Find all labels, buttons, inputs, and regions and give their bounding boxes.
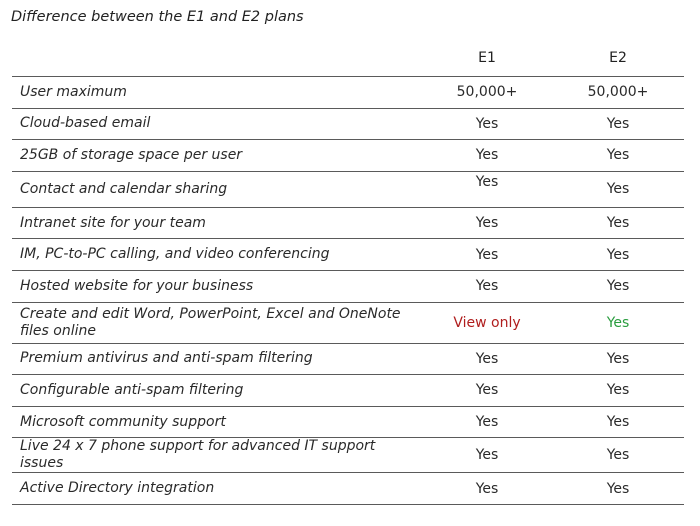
e2-cell-highlight: Yes [606, 314, 630, 331]
table-row [12, 77, 684, 109]
header-e2: E2 [609, 50, 627, 66]
e2-cell: Yes [606, 382, 630, 399]
table-row [12, 108, 684, 140]
feature-cell: Configurable anti-spam filtering [20, 381, 244, 398]
e2-cell: Yes [606, 447, 630, 464]
feature-cell: Contact and calendar sharing [20, 180, 228, 197]
e2-cell: Yes [606, 181, 630, 198]
e1-cell: Yes [475, 246, 499, 263]
comparison-table [12, 40, 684, 505]
e2-cell: Yes [606, 414, 630, 431]
e1-cell: Yes [475, 414, 499, 431]
table-row [12, 270, 684, 302]
e2-cell: Yes [606, 246, 630, 263]
feature-cell: Active Directory integration [20, 480, 215, 497]
e2-cell: Yes [606, 147, 630, 164]
table-row [12, 302, 684, 343]
table-row [12, 438, 684, 473]
page-title: Difference between the E1 and E2 plans [11, 9, 304, 25]
e2-cell: Yes [606, 350, 630, 367]
feature-cell: Cloud-based email [20, 115, 151, 132]
feature-cell: User maximum [20, 83, 127, 100]
table-row [12, 473, 684, 505]
e1-cell: Yes [475, 480, 499, 497]
e1-cell-view-only: View only [453, 314, 521, 331]
feature-cell: Microsoft community support [20, 413, 226, 430]
e1-cell: Yes [475, 447, 499, 464]
e1-cell: Yes [475, 215, 499, 232]
feature-cell: IM, PC-to-PC calling, and video conferencing [20, 246, 330, 263]
e1-cell: Yes [475, 350, 499, 367]
header-row [12, 40, 684, 77]
e1-cell: Yes [475, 382, 499, 399]
table-row [12, 171, 684, 207]
header-feature [12, 40, 422, 77]
e2-cell: Yes [606, 480, 630, 497]
table-row [12, 207, 684, 239]
feature-cell: 25GB of storage space per user [20, 146, 243, 163]
table-header [12, 40, 684, 77]
table-row [12, 239, 684, 271]
feature-cell: Live 24 x 7 phone support for advanced IT support issues [20, 438, 376, 472]
table-row [12, 343, 684, 375]
table-body [12, 77, 684, 505]
header-e1: E1 [478, 50, 496, 66]
feature-cell: Premium antivirus and anti-spam filtering [20, 350, 313, 367]
feature-cell: Create and edit Word, PowerPoint, Excel and OneNote files online [20, 305, 401, 339]
e2-cell: Yes [606, 115, 630, 132]
feature-cell: Intranet site for your team [20, 214, 206, 231]
e1-cell: Yes [475, 278, 499, 295]
e1-cell: Yes [475, 115, 499, 132]
e2-cell: Yes [606, 278, 630, 295]
e2-cell: 50,000+ [587, 84, 649, 101]
table-row [12, 406, 684, 438]
e1-cell: Yes [475, 173, 499, 190]
table-row [12, 375, 684, 407]
feature-cell: Hosted website for your business [20, 277, 254, 294]
e1-cell: 50,000+ [456, 84, 518, 101]
e2-cell: Yes [606, 215, 630, 232]
table-row [12, 140, 684, 172]
comparison-table-container [12, 40, 684, 505]
e1-cell: Yes [475, 147, 499, 164]
